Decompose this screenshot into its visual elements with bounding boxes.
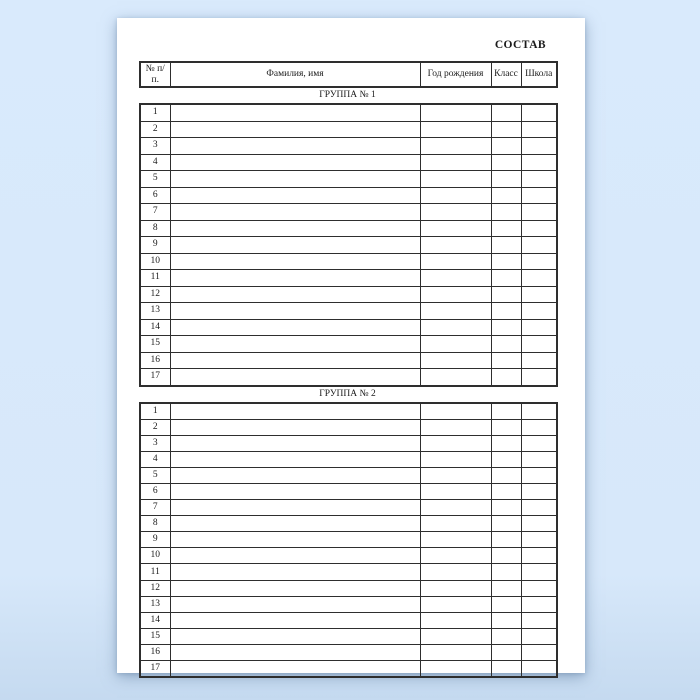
table-row [140,596,557,612]
class-cell [491,451,521,467]
row-number-cell: 11 [140,564,170,580]
table-row [140,661,557,678]
year-cell [420,467,491,483]
table-row [140,580,557,596]
class-cell [491,516,521,532]
year-cell [420,500,491,516]
table-row [140,138,557,155]
school-cell [521,187,557,204]
table-row [140,121,557,138]
row-number-cell: 3 [140,435,170,451]
school-cell [521,628,557,644]
table-row [140,532,557,548]
row-number-cell: 4 [140,154,170,171]
year-cell [420,336,491,353]
class-cell [491,612,521,628]
class-cell [491,220,521,237]
year-cell [420,204,491,221]
name-cell [170,319,420,336]
year-cell [420,516,491,532]
row-number-cell: 3 [140,138,170,155]
year-cell [420,369,491,386]
school-cell [521,532,557,548]
row-number-cell: 11 [140,270,170,287]
year-cell [420,138,491,155]
document-page [117,18,585,673]
class-cell [491,435,521,451]
table-row [140,500,557,516]
year-cell [420,121,491,138]
row-number-cell: 2 [140,121,170,138]
year-cell [420,661,491,678]
name-cell [170,483,420,499]
year-cell [420,352,491,369]
year-cell [420,187,491,204]
column-header-school: Школа [521,62,557,87]
groups-container [139,88,556,678]
row-number-cell: 14 [140,612,170,628]
year-cell [420,303,491,320]
class-cell [491,500,521,516]
row-number-cell: 15 [140,628,170,644]
roster-table [139,402,558,679]
table-row [140,644,557,660]
row-number-cell: 12 [140,580,170,596]
name-cell [170,419,420,435]
name-cell [170,451,420,467]
year-cell [420,580,491,596]
name-cell [170,253,420,270]
table-row [140,369,557,386]
school-cell [521,104,557,121]
class-cell [491,237,521,254]
year-cell [420,270,491,287]
row-number-cell: 16 [140,352,170,369]
year-cell [420,532,491,548]
row-number-cell: 7 [140,204,170,221]
class-cell [491,154,521,171]
row-number-cell: 12 [140,286,170,303]
row-number-cell: 9 [140,237,170,254]
class-cell [491,104,521,121]
school-cell [521,500,557,516]
school-cell [521,253,557,270]
table-row [140,628,557,644]
name-cell [170,369,420,386]
class-cell [491,253,521,270]
row-number-cell: 6 [140,483,170,499]
school-cell [521,612,557,628]
class-cell [491,336,521,353]
name-cell [170,612,420,628]
school-cell [521,220,557,237]
name-cell [170,303,420,320]
school-cell [521,121,557,138]
row-number-cell: 6 [140,187,170,204]
school-cell [521,467,557,483]
class-cell [491,532,521,548]
year-cell [420,564,491,580]
name-cell [170,270,420,287]
row-number-cell: 10 [140,253,170,270]
class-cell [491,138,521,155]
school-cell [521,516,557,532]
school-cell [521,644,557,660]
name-cell [170,644,420,660]
year-cell [420,286,491,303]
school-cell [521,451,557,467]
class-cell [491,467,521,483]
table-row [140,564,557,580]
column-header-name: Фамилия, имя [170,62,420,87]
table-row [140,336,557,353]
school-cell [521,661,557,678]
name-cell [170,596,420,612]
school-cell [521,596,557,612]
year-cell [420,596,491,612]
class-cell [491,187,521,204]
table-row [140,303,557,320]
name-cell [170,661,420,678]
name-cell [170,138,420,155]
year-cell [420,483,491,499]
name-cell [170,204,420,221]
school-cell [521,336,557,353]
table-row [140,516,557,532]
row-number-cell: 1 [140,403,170,420]
year-cell [420,171,491,188]
row-number-cell: 4 [140,451,170,467]
name-cell [170,237,420,254]
table-row [140,187,557,204]
row-number-cell: 1 [140,104,170,121]
class-cell [491,303,521,320]
class-cell [491,644,521,660]
school-cell [521,419,557,435]
column-header-year: Год рождения [420,62,491,87]
roster-header-table [139,61,558,88]
row-number-cell: 10 [140,548,170,564]
header-row [140,62,557,87]
school-cell [521,548,557,564]
class-cell [491,121,521,138]
year-cell [420,644,491,660]
table-row [140,352,557,369]
name-cell [170,467,420,483]
table-row [140,435,557,451]
document-title: СОСТАВ [494,39,546,51]
year-cell [420,237,491,254]
school-cell [521,303,557,320]
school-cell [521,204,557,221]
table-row [140,104,557,121]
table-row [140,403,557,420]
school-cell [521,580,557,596]
table-row [140,612,557,628]
school-cell [521,435,557,451]
row-number-cell: 15 [140,336,170,353]
year-cell [420,419,491,435]
name-cell [170,286,420,303]
name-cell [170,403,420,420]
class-cell [491,628,521,644]
name-cell [170,628,420,644]
year-cell [420,319,491,336]
name-cell [170,187,420,204]
year-cell [420,220,491,237]
table-row [140,220,557,237]
name-cell [170,435,420,451]
class-cell [491,171,521,188]
school-cell [521,369,557,386]
row-number-cell: 16 [140,644,170,660]
year-cell [420,628,491,644]
school-cell [521,352,557,369]
school-cell [521,403,557,420]
year-cell [420,154,491,171]
name-cell [170,516,420,532]
school-cell [521,171,557,188]
year-cell [420,548,491,564]
name-cell [170,548,420,564]
group-title: ГРУППА № 1 [319,90,376,100]
column-header-class: Класс [491,62,521,87]
school-cell [521,319,557,336]
row-number-cell: 2 [140,419,170,435]
table-row [140,467,557,483]
row-number-cell: 13 [140,596,170,612]
name-cell [170,121,420,138]
table-row [140,171,557,188]
name-cell [170,532,420,548]
class-cell [491,369,521,386]
year-cell [420,253,491,270]
year-cell [420,451,491,467]
row-number-cell: 9 [140,532,170,548]
school-cell [521,138,557,155]
table-row [140,204,557,221]
year-cell [420,403,491,420]
table-row [140,286,557,303]
school-cell [521,237,557,254]
row-number-cell: 8 [140,516,170,532]
row-number-cell: 17 [140,369,170,386]
table-row [140,253,557,270]
row-number-cell: 13 [140,303,170,320]
row-number-cell: 8 [140,220,170,237]
class-cell [491,286,521,303]
row-number-cell: 14 [140,319,170,336]
roster-table [139,103,558,387]
class-cell [491,319,521,336]
school-cell [521,154,557,171]
column-header-num: № п/п. [140,62,170,87]
class-cell [491,204,521,221]
name-cell [170,220,420,237]
name-cell [170,154,420,171]
name-cell [170,500,420,516]
class-cell [491,596,521,612]
school-cell [521,286,557,303]
table-row [140,548,557,564]
name-cell [170,564,420,580]
name-cell [170,352,420,369]
class-cell [491,352,521,369]
table-row [140,319,557,336]
class-cell [491,419,521,435]
name-cell [170,171,420,188]
table-row [140,483,557,499]
year-cell [420,612,491,628]
class-cell [491,580,521,596]
class-cell [491,270,521,287]
class-cell [491,483,521,499]
year-cell [420,435,491,451]
table-row [140,237,557,254]
school-cell [521,564,557,580]
school-cell [521,483,557,499]
class-cell [491,548,521,564]
row-number-cell: 7 [140,500,170,516]
table-row [140,270,557,287]
name-cell [170,580,420,596]
table-row [140,451,557,467]
class-cell [491,661,521,678]
name-cell [170,104,420,121]
row-number-cell: 5 [140,171,170,188]
year-cell [420,104,491,121]
table-row [140,419,557,435]
name-cell [170,336,420,353]
row-number-cell: 17 [140,661,170,678]
class-cell [491,403,521,420]
table-row [140,154,557,171]
school-cell [521,270,557,287]
class-cell [491,564,521,580]
group-title: ГРУППА № 2 [319,388,376,399]
row-number-cell: 5 [140,467,170,483]
